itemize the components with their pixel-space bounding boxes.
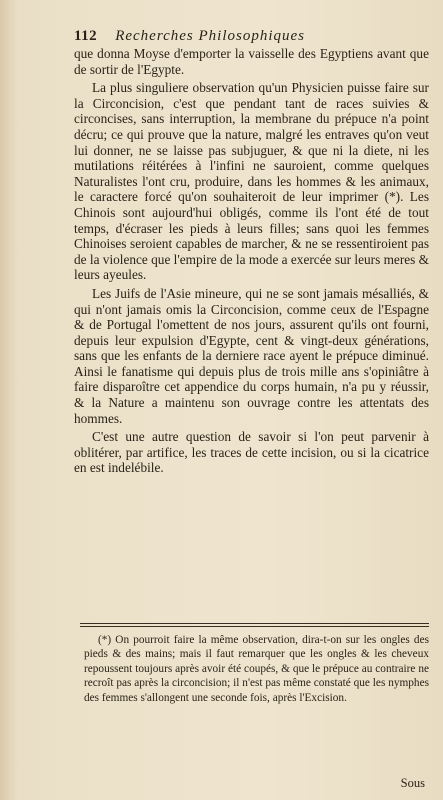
paragraph: La plus singuliere observation qu'un Physicien puisse faire sur la Circoncision, c'est que pendant tant de races suivies & circoncises, sans interruption, la membrane du prépuce n'a point décru; ce qui prouve que la nature, malgré les entraves qu'on veut lui donner, ne se laisse pas subjuguer, & que ni la diete, ni les mutilations réitérées à l'infini ne sauroient, comme quelques Naturalistes l'ont cru, produire, dans les hommes & les animaux, le caractere forcé qu'on souhaiteroit de leur imprimer (*). Les Chinois sont aujourd'hui obligés, comme ils l'ont été de tout temps, d'écraser les pieds à leurs filles; sans quoi les femmes Chinoises seroient capables de marcher, & ne se ressentiroient pas de la violence que l'empire de la mode a exercée sur leurs meres & leurs ayeules. — [74, 80, 429, 283]
paragraph: C'est une autre question de savoir si l'on peut parvenir à oblitérer, par artifice, les traces de cette incision, ou si la cicatrice en est indelébile. — [74, 429, 429, 476]
running-title: Recherches Philosophiques — [115, 28, 306, 44]
page-number: 112 — [74, 28, 98, 44]
paragraph: que donna Moyse d'emporter la vaisselle des Egyptiens avant que de sortir de l'Egypte. — [74, 46, 429, 77]
main-text — [74, 46, 429, 476]
footnote-rule — [80, 623, 429, 627]
catchword: Sous — [400, 776, 425, 790]
running-head — [74, 28, 403, 45]
paragraph: Les Juifs de l'Asie mineure, qui ne se sont jamais mésalliés, & qui n'ont jamais omis la Circoncision, comme ceux de l'Espagne & de Portugal l'omettent de nos jours, assurent qu'ils ont fourni, depuis leur expulsion d'Egypte, cent & vingt-deux générations, sans que les enfants de la derniere race ayent le prépuce diminué. Ainsi le fanatisme qui depuis plus de trois mille ans s'opiniâtre à faire disparoître cet appendice du corps humain, n'a pu y réussir, & la Nature a maintenu son ouvrage contre les attentats des hommes. — [74, 285, 429, 426]
footnote: (*) On pourroit faire la même observation, dira-t-on sur les ongles des pieds & des mains; mais il faut remarquer que les ongles & les cheveux repoussent toujours après avoir été coupés, & que le prépuce au contraire ne recroît pas après la circoncision; il n'est pas même constaté que les nymphes des femmes s'allongent une seconde fois, après l'Excision. — [84, 634, 429, 704]
